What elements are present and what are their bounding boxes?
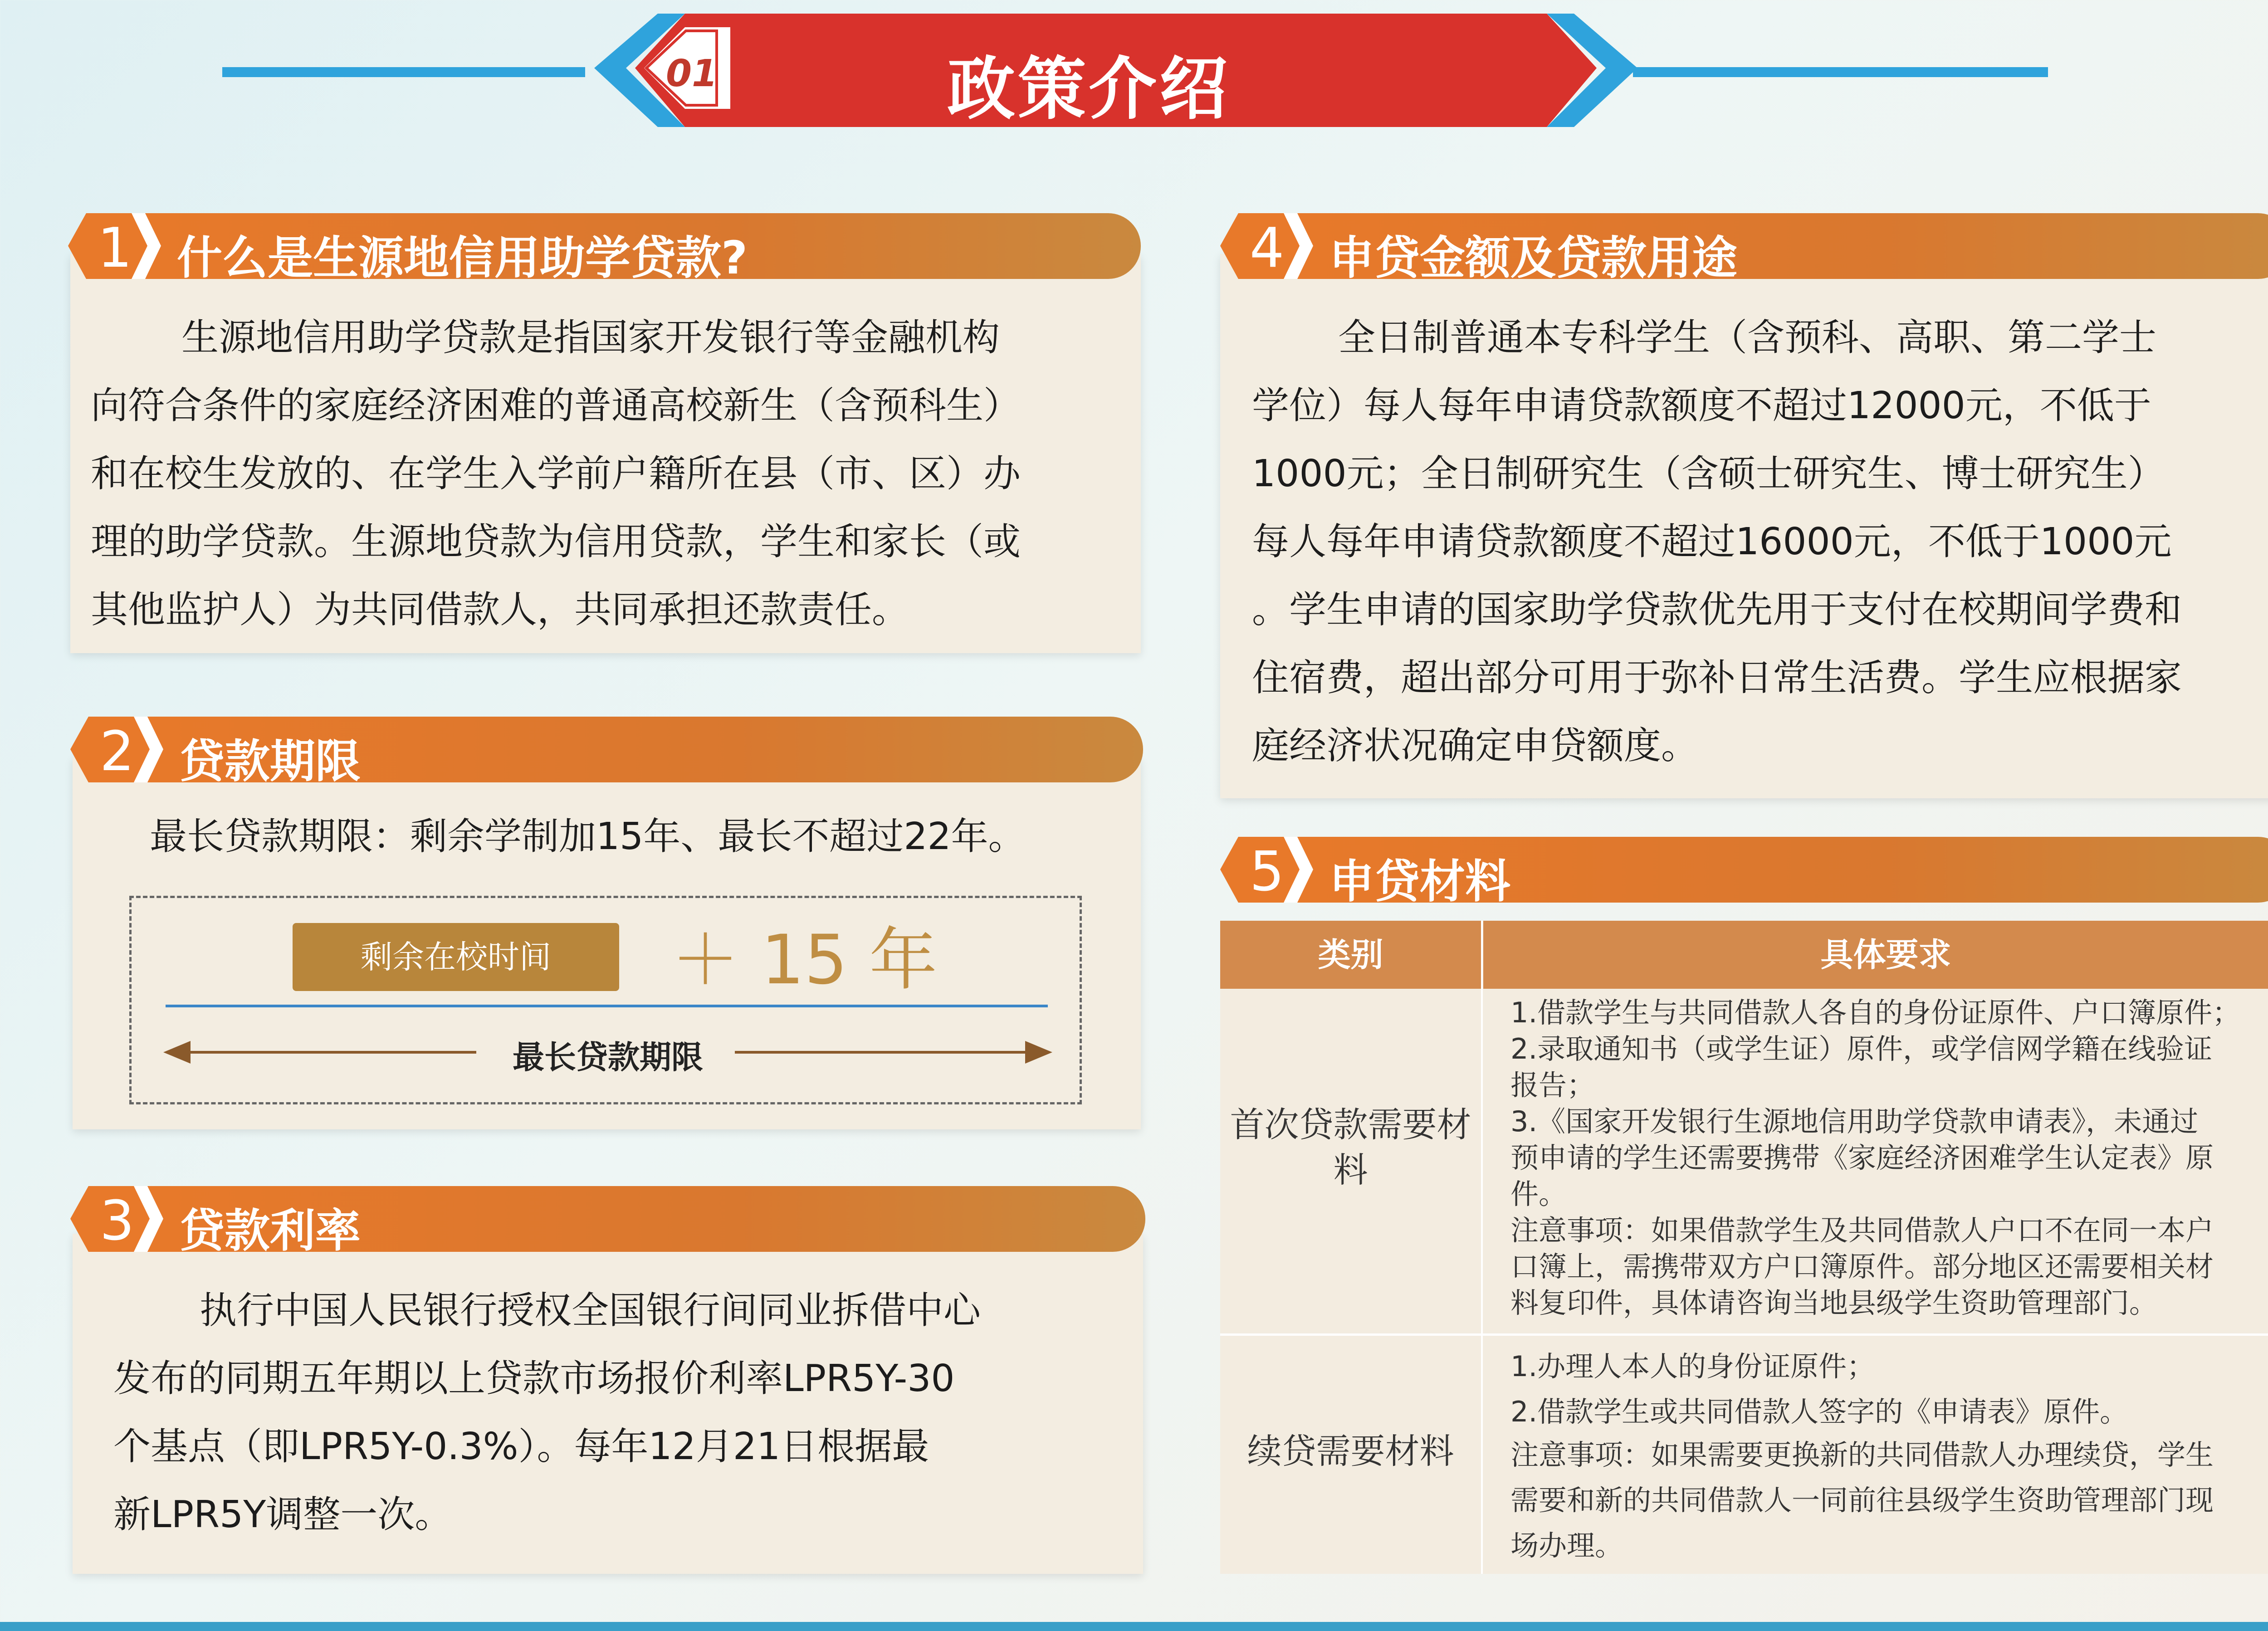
- section-3-line: 执行中国人民银行授权全国银行间同业拆借中心: [200, 1289, 981, 1332]
- section-4-title: 申贷金额及贷款用途: [1329, 231, 1737, 284]
- max-loan-term-label: 最长贷款期限: [513, 1039, 703, 1076]
- table-row-category: 续贷需要材料: [1247, 1431, 1454, 1471]
- table-cell-line: 料复印件，具体请咨询当地县级学生资助管理部门。: [1510, 1286, 2158, 1319]
- table-row-category: 首次贷款需要材料: [1230, 1104, 1471, 1190]
- section-number-badge: 5: [1220, 837, 1325, 903]
- table-cell-line: 需要和新的共同借款人一同前往县级学生资助管理部门现: [1510, 1484, 2214, 1517]
- plus-15-years: ＋ 15 年: [671, 921, 938, 1000]
- materials-table: [1220, 921, 2268, 1574]
- section-1-line: 和在校生发放的、在学生入学前户籍所在县（市、区）办: [91, 452, 1021, 495]
- section-4-line: 全日制普通本专科学生（含预科、高职、第二学士: [1338, 316, 2157, 359]
- section-number-badge: 2: [70, 717, 175, 782]
- table-cell-line: 1.办理人本人的身份证原件；: [1510, 1350, 1875, 1383]
- banner-number: 01: [665, 52, 718, 95]
- section-4-line: 住宿费，超出部分可用于弥补日常生活费。学生应根据家: [1252, 656, 2182, 699]
- section-4-line: 1000元；全日制研究生（含硕士研究生、博士研究生）: [1252, 452, 2165, 495]
- banner-title: 政策介绍: [947, 50, 1230, 129]
- section-4-line: 学位）每人每年申请贷款额度不超过12000元，不低于: [1252, 384, 2151, 427]
- table-cell-line: 注意事项：如果借款学生及共同借款人户口不在同一本户: [1510, 1214, 2214, 1247]
- section-5-header: [1220, 837, 2268, 908]
- section-3-line: 个基点（即LPR5Y-0.3%）。每年12月21日根据最: [113, 1425, 929, 1468]
- section-1-title: 什么是生源地信用助学贷款?: [177, 231, 748, 284]
- table-cell-line: 报告；: [1510, 1069, 1595, 1102]
- section-1-header: [68, 213, 1141, 284]
- table-cell-line: 1.借款学生与共同借款人各自的身份证原件、户口簿原件；: [1510, 996, 2241, 1029]
- table-cell-line: 2.借款学生或共同借款人签字的《申请表》原件。: [1510, 1395, 2128, 1428]
- remaining-school-time-tag: 剩余在校时间: [293, 923, 619, 991]
- section-2-title: 贷款期限: [179, 735, 361, 788]
- section-number-badge: 1: [68, 213, 172, 279]
- table-cell-line: 口簿上，需携带双方户口簿原件。部分地区还需要相关材: [1510, 1250, 2214, 1283]
- section-1-line: 理的助学贷款。生源地贷款为信用贷款，学生和家长（或: [91, 520, 1021, 563]
- section-1-line: 生源地信用助学贷款是指国家开发银行等金融机构: [181, 316, 1000, 359]
- divider-line: [166, 1005, 1048, 1007]
- section-number-badge: 4: [1220, 213, 1325, 279]
- top-banner: [567, 9, 1665, 141]
- section-number-badge: 3: [70, 1186, 175, 1252]
- section-2-header: [70, 717, 1143, 788]
- section-4-line: 庭经济状况确定申贷额度。: [1252, 724, 1699, 767]
- banner-line-right: [1633, 67, 2048, 77]
- table-header-category: 类别: [1220, 921, 1481, 989]
- section-5-title: 申贷材料: [1329, 855, 1510, 908]
- section-4-line: 。学生申请的国家助学贷款优先用于支付在校期间学费和: [1252, 588, 2182, 631]
- table-header-requirements: 具体要求: [1483, 921, 2268, 989]
- bottom-frame: [0, 1622, 2268, 1631]
- section-1-line: 其他监护人）为共同借款人，共同承担还款责任。: [91, 588, 909, 631]
- section-3-header: [70, 1186, 1145, 1257]
- section-4-line: 每人每年申请贷款额度不超过16000元，不低于1000元: [1252, 520, 2172, 563]
- banner-line-left: [222, 67, 585, 77]
- section-4-header: [1220, 213, 2268, 284]
- section-1-line: 向符合条件的家庭经济困难的普通高校新生（含预科生）: [91, 384, 1021, 427]
- table-cell-line: 场办理。: [1510, 1529, 1623, 1562]
- table-cell-line: 预申请的学生还需要携带《家庭经济困难学生认定表》原: [1510, 1141, 2214, 1174]
- section-3-line: 发布的同期五年期以上贷款市场报价利率LPR5Y-30: [113, 1357, 955, 1400]
- table-cell-line: 件。: [1510, 1177, 1567, 1211]
- table-cell-line: 注意事项：如果需要更换新的共同借款人办理续贷，学生: [1510, 1438, 2214, 1471]
- table-cell-line: 2.录取通知书（或学生证）原件，或学信网学籍在线验证: [1510, 1032, 2213, 1065]
- section-3-line: 新LPR5Y调整一次。: [113, 1493, 452, 1536]
- section-2-line: 最长贷款期限：剩余学制加15年、最长不超过22年。: [150, 815, 1026, 858]
- section-3-title: 贷款利率: [179, 1204, 361, 1257]
- table-cell-line: 3.《国家开发银行生源地信用助学贷款申请表》，未通过: [1510, 1105, 2199, 1138]
